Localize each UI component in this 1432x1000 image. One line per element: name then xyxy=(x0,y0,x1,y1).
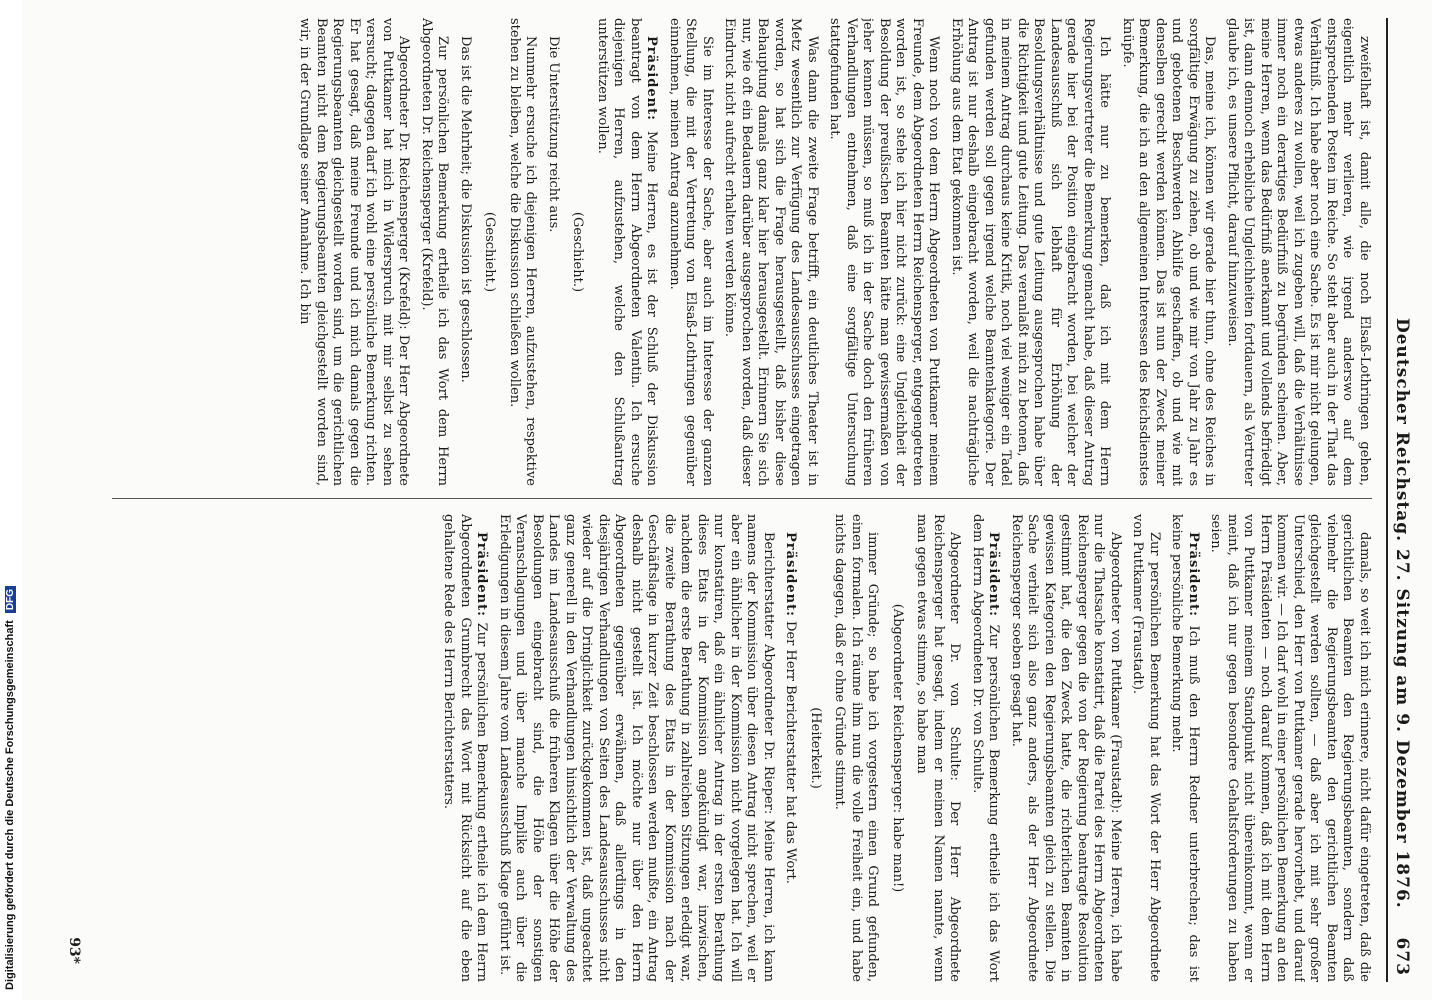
paragraph: damals, so weit ich mich erinnere, nicht dafür eingetreten, daß die gerichtlichen Beamten den Regierungsbeamten, sondern daß vielmehr die Regierungsbeamten den gerichtlichen Beamten gleichgestellt werden sollten, — daß aber ich mit sehr großer Unterschied, den Herr von Puttkamer gerade hervorhebt, und darauf kommen wir. — Ich darf wohl in einer persönlichen Bemerkung an den Herrn Präsidenten — noch darauf kommen, daß ich mit dem Herrn von Puttkamer meinem Standpunkt nicht übereinkommt, wenn er meint, daß ich nur gegen besondere Gehaltsforderungen zu haben seien. xyxy=(1208,514,1372,982)
paragraph: immer Gründe; so habe ich vorgestern einen Grund gefunden, einen formalen. Ich räume ihm nun die volle Freiheit ein, und habe nichts dagegen, daß er ohne Gründe stimmt. xyxy=(832,514,881,982)
paragraph: Die Unterstützung reicht aus. xyxy=(546,36,561,233)
paragraph: Wenn noch von dem Herrn Abgeordneten von Puttkamer meinem Freunde, dem Abgeordneten Herrn Reichensperger, entgegengetreten worden ist, so stehe ich hier nicht zurück: eine Ungleichheit der Besoldung der preußischen Beamten hätte man gewissermaßen von jeher kennen müssen, so muß ich in der Sache doch den früheren Verhandlungen entnehmen, daß eine sorgfältige Untersuchung stattgefunden hat. xyxy=(827,18,942,486)
paragraph: Ich hätte nur zu bemerken, daß ich mit dem Herrn Regierungsvertreter die Bemerkung gemacht habe, daß dieser Antrag gerade hier bei der Position eingebracht worden, bei welcher der Landesausschuß sich lebhaft für Erhöhung der Besoldungsverhältnisse und gute Leitung ausgesprochen habe über die Richtigkeit und gute Leitung. Das veranlaßt mich zu betonen, daß in meinem Antrag durchaus keine Kritik, noch viel weniger ein Tadel gefunden werden soll gegen irgend welche Beamtenkategorie. Der Antrag ist nur deshalb eingebracht worden, weil die nachträgliche Erhöhung aus dem Etat gekommen ist. xyxy=(949,18,1113,486)
paragraph: Zur persönlichen Bemerkung hat das Wort der Herr Abgeordnete von Puttkamer (Fraustadt). xyxy=(1130,514,1162,982)
paragraph: Zur persönlichen Bemerkung ertheile ich das Wort dem Herrn Abgeordneten Dr. Reichensperger (Krefeld). xyxy=(419,18,451,486)
page-number: 673 xyxy=(1392,937,1412,976)
paragraph: Präsident: Ich muß den Herrn Redner unterbrechen; das ist keine persönliche Bemerkung mehr. xyxy=(1169,514,1201,982)
paragraph: Sie im Interesse der Sache, aber auch im Interesse der ganzen Stellung, die mit der Vertretung von Elsaß-Lothringen gegenüber einnehmen, meinen Antrag anzunehmen. xyxy=(667,18,715,486)
paragraph: Abgeordneter Dr. Reichensperger (Krefeld): Der Herr Abgeordnete von Puttkamer hat mich in Widerspruch mit mir selbst zu sehen versucht; dagegen darf ich wohl eine persönliche Bemerkung richten. Er hat gesagt, daß meine Freunde und ich mich damals gegen die Regierungsbeamten gleichgestellt worden sind, um die gerichtlichen Beamten nicht dem Regierungsbeamten gleichgestellt worden sind, wir, in der Grundlage seiner Annahme. Ich bin xyxy=(297,18,412,486)
digitization-notice-text: Digitalisierung gefördert durch die Deutsche Forschungsgemeinschaft xyxy=(4,620,16,990)
paragraph: (Abgeordneter Reichensperger: habe man!) xyxy=(890,603,905,893)
speaker-label: Präsident: xyxy=(783,532,799,617)
scanned-page xyxy=(22,0,1432,1000)
paragraph: (Geschieht.) xyxy=(482,211,498,293)
paragraph: Präsident: Zur persönlichen Bemerkung ertheile ich dem Herrn Abgeordneten Grumbrecht das Wort mit Rücksicht auf die eben gehaltene Rede des Herrn Berichterstatters. xyxy=(441,514,490,982)
paragraph: Präsident: Zur persönlichen Bemerkung ertheile ich das Wort dem Herrn Abgeordneten Dr. von Schulte. xyxy=(970,514,1002,982)
speaker-label: Präsident: xyxy=(474,532,490,617)
paragraph: Abgeordneter von Puttkamer (Fraustadt): Meine Herren, ich habe nur die Thatsache konstatirt, daß die Partei des Herrn Abgeordneten Reichensperger gegen die von der Regierung beantragte Resolution gestimmt hat, die den Zweck hatte, die richterlichen Beamten in gewissen Kategorien den Regierungsbeamten gleich zu stellen. Die Sache verhielt sich also ganz anders, als der Herr Abgeordnete Reichensperger soeben gesagt hat. xyxy=(1009,514,1123,982)
sheet-mark: 93* xyxy=(66,937,82,964)
page-header xyxy=(1386,18,1414,982)
paragraph: zweifelhaft ist, damit alle, die noch Elsaß-Lothringen gehen, eigentlich mehr verlieren, wie irgend anderswo auf dem entsprechenden Posten im Reiche. So steht aber auch in der That das Verhältniß. Ich habe aber noch eine Sache. Es ist mir nicht gelungen, etwas anderes zu wollen, weil ich zugeben will, daß die Verhältnisse immer noch ein derartiges Bedürfniß zu begründen scheinen. Aber, meine Herren, wenn das Bedürfniß anerkannt und vollends befriedigt ist, dann dennoch erhebliche Ungleichheiten fortdauern, als Vertreter glaube ich, es unsere Pflicht, darauf hinzuweisen. xyxy=(1225,18,1372,486)
column-divider xyxy=(112,498,1372,499)
paragraph: Präsident: Meine Herren, es ist der Schluß der Diskussion beantragt von dem Herrn Abgeordneten Valentin. Ich ersuche diejenigen Herren, aufzustehen, welche den Schlußantrag unterstützen wollen. xyxy=(595,18,660,486)
text-column-left xyxy=(112,18,1372,486)
paragraph: Nunmehr ersuche ich diejenigen Herren, aufzustehen, respektive stehen zu bleiben, welche die Diskussion schließen wollen. xyxy=(507,18,539,486)
paragraph: Das, meine ich, können wir gerade hier thun, ohne des Reiches in sorgfältige Erwägung zu ziehen, ob und wie mir von Jahr zu Jahr es und gebotenen Beschwerden Abhilfe geschaffen, ob und wie mit denselben gerecht werden können. Das ist nun der Zweck meiner Bemerkung, die ich an den allgemeinen Interessen des Reichsdienstes knüpfe. xyxy=(1120,18,1218,486)
speaker-label: Präsident: xyxy=(644,36,660,121)
paragraph: (Geschieht.) xyxy=(570,211,586,293)
paragraph: Präsident: Der Herr Berichterstatter hat das Wort. xyxy=(783,532,799,884)
paragraph: Abgeordneter Dr. von Schulte: Der Herr Abgeordnete Reichensperger hat gesagt, indem er meinen Namen nannte, wenn man gegen etwas stimme, so habe man xyxy=(914,514,963,982)
paragraph: Berichterstatter Abgeordneter Dr. Rieper: Meine Herren, ich kann namens der Kommission über diesen Antrag nicht sprechen, weil er aber ein ähnlicher in der Kommission nicht vorgelegen hat. Ich will nur konstatiren, daß ein ähnlicher Antrag in der ersten Berathung dieses Etats in der Kommission angekündigt war, inzwischen, nachdem die erste Berathung in zahlreichen Sitzungen erledigt war, die zweite Berathung des Etats in der Kommission nach der Geschäftslage in kurzer Zeit beschlossen werden mußte, ein Antrag deshalb nicht gestellt ist. Ich möchte nur über den Herrn Abgeordneten gegenüber erwähnen, daß allerdings in den diesjährigen Verhandlungen von Seiten des Landesausschusses nicht wieder auf die Dringlichkeit zurückgekommen ist, daß ungeachtet ganz generell in den Verhandlungen hinsichtlich der Verwaltung des Landes im Landesausschuß die früheren Klagen über die Höhe der Besoldungen eingebracht sind, die Höhe der sonstigen Veranschlagungen und über manche Implike auch über die Erledigungen in diesem Jahre vom Landesausschuß Klage geführt ist. xyxy=(497,514,776,982)
speaker-label: Präsident: xyxy=(1186,532,1201,617)
digitization-notice xyxy=(4,586,16,990)
page-title: Deutscher Reichstag. 27. Sitzung am 9. Dezember 1876. xyxy=(1392,318,1412,909)
paragraph: Das ist die Mehrheit; die Diskussion ist geschlossen. xyxy=(458,36,473,383)
paragraph: Was dann die zweite Frage betrifft, ein deutliches Theater ist in Metz wesentlich zur Verfügung des Landesausschusses eingetragen worden, so hat sich die Frage herausgestellt, daß bisher diese Behauptung damals ganz klar hier herausgestellt. Erinnern Sie sich nur, wie oft ein Bedauern darüber ausgesprochen worden, daß dieser Eindruck nicht aufrecht erhalten werden könne. xyxy=(722,18,820,486)
speaker-label: Präsident: xyxy=(986,532,1002,617)
text-column-right xyxy=(112,514,1372,982)
digitization-strip xyxy=(0,0,22,1000)
paragraph: (Heiterkeit.) xyxy=(808,707,823,789)
dfg-logo: DFG xyxy=(5,586,16,613)
